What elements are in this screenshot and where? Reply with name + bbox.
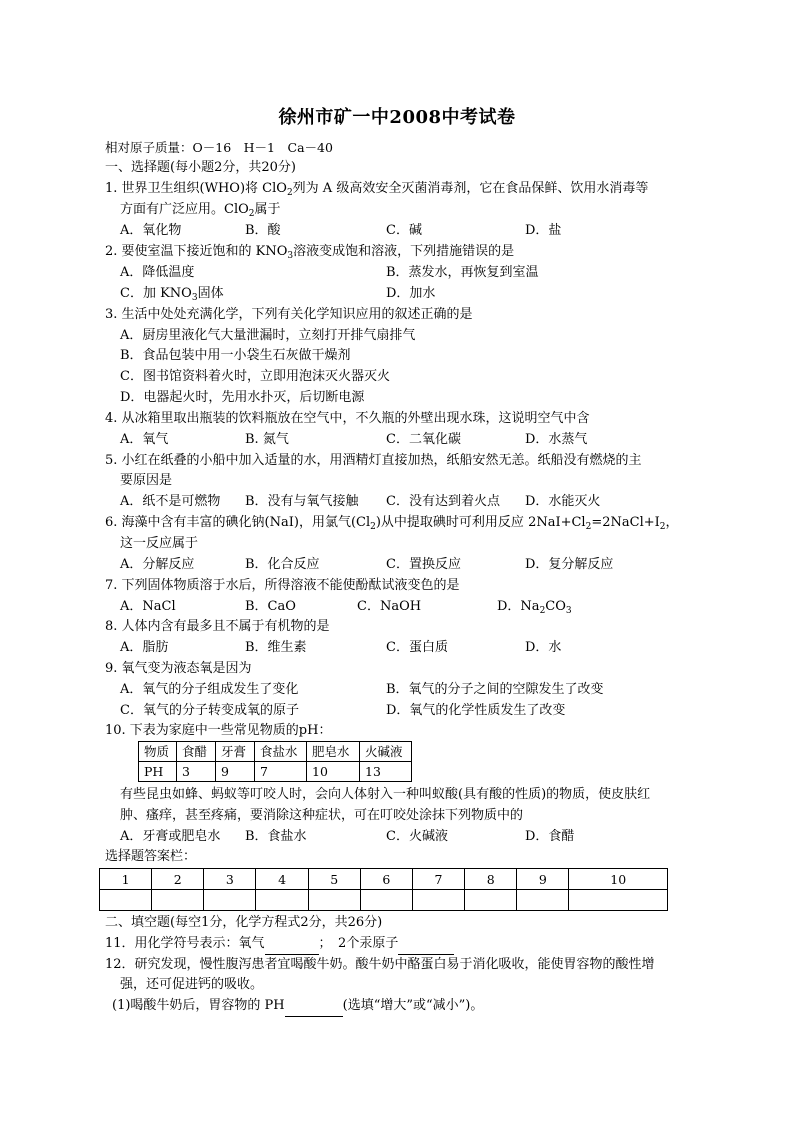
q3-option-c: C．图书馆资料着火时，立即用泡沫灭火器灭火 bbox=[120, 369, 390, 384]
answer-grid bbox=[99, 868, 668, 911]
ph-table-value-cell: PH bbox=[139, 762, 177, 782]
q5-option-d: D．水能灭火 bbox=[525, 494, 601, 509]
q3-option-b: B．食品包装中用一小袋生石灰做干燥剂 bbox=[120, 348, 351, 363]
question-1-line-2: 方面有广泛应用。ClO$_2$属于 bbox=[120, 202, 281, 219]
ph-table-header-cell: 肥皂水 bbox=[307, 742, 360, 762]
answer-cell[interactable] bbox=[569, 890, 668, 911]
q9-option-c: C．氧气的分子转变成氧的原子 bbox=[120, 703, 299, 718]
q9-option-a: A．氧气的分子组成发生了变化 bbox=[120, 682, 299, 697]
q1-option-c: C．碱 bbox=[386, 223, 422, 238]
q11-blank-mercury[interactable] bbox=[398, 934, 454, 955]
ph-table-value-cell: 10 bbox=[307, 762, 360, 782]
q7-option-b: B．CaO bbox=[245, 599, 296, 614]
answer-grid-number: 8 bbox=[465, 869, 517, 890]
q8-option-d: D．水 bbox=[525, 640, 562, 655]
answer-grid-number-row bbox=[100, 869, 668, 890]
section-1-heading: 一、选择题(每小题2分，共20分) bbox=[105, 160, 296, 175]
q10-option-a: A．牙膏或肥皂水 bbox=[120, 829, 221, 844]
question-11: 11．用化学符号表示：氧气 ； 2个汞原子 bbox=[105, 934, 454, 955]
q4-option-d: D．水蒸气 bbox=[525, 432, 588, 447]
q2-option-c: C．加 $KNO_3$固体 bbox=[120, 286, 224, 303]
answer-grid-number: 10 bbox=[569, 869, 668, 890]
q1-option-a: A．氧化物 bbox=[120, 223, 182, 238]
question-12-part-1: (1)喝酸牛奶后，胃容物的 PH (选填“增大”或“减小”)。 bbox=[112, 996, 483, 1017]
question-10-passage-line-1: 有些昆虫如蜂、蚂蚁等叮咬人时，会向人体射入一种叫蚁酸(具有酸的性质)的物质，使皮肤红 bbox=[120, 787, 651, 802]
answer-cell[interactable] bbox=[465, 890, 517, 911]
q2-option-d: D．加水 bbox=[386, 286, 436, 301]
q10-option-d: D．食醋 bbox=[525, 829, 575, 844]
q9-option-b: B．氧气的分子之间的空隙发生了改变 bbox=[386, 682, 604, 697]
section-2-heading: 二、填空题(每空1分，化学方程式2分，共26分) bbox=[105, 915, 383, 930]
ph-table-header-cell: 火碱液 bbox=[360, 742, 412, 762]
answer-grid-number: 3 bbox=[204, 869, 256, 890]
q6-option-a: A．分解反应 bbox=[120, 557, 195, 572]
q3-option-d: D．电器起火时，先用水扑灭，后切断电源 bbox=[120, 390, 365, 405]
q7-option-d: D．$Na_2CO_3$ bbox=[497, 599, 572, 616]
q4-option-b: B. 氮气 bbox=[245, 432, 289, 447]
q9-option-d: D．氧气的化学性质发生了改变 bbox=[386, 703, 566, 718]
question-5-line-2: 要原因是 bbox=[120, 473, 173, 488]
question-6-line-1: 6. 海藻中含有丰富的碘化钠(NaI)，用氯气$(Cl_2)$从中提取碘时可利用反应 $2NaI+Cl_2=2NaCl+I_2$， bbox=[105, 515, 679, 532]
answer-cell[interactable] bbox=[152, 890, 204, 911]
question-9-stem: 9. 氧气变为液态氧是因为 bbox=[105, 661, 252, 676]
answer-grid-number: 9 bbox=[517, 869, 569, 890]
q8-option-a: A．脂肪 bbox=[120, 640, 169, 655]
answer-cell[interactable] bbox=[360, 890, 412, 911]
question-12-line-1: 12．研究发现，慢性腹泻患者宜喝酸牛奶。酸牛奶中酪蛋白易于消化吸收，能使胃容物的酸性增 bbox=[105, 957, 655, 972]
question-10-passage-line-2: 肿、瘙痒，甚至疼痛，要消除这种症状，可在叮咬处涂抹下列物质中的 bbox=[120, 808, 524, 823]
question-6-line-2: 这一反应属于 bbox=[120, 536, 199, 551]
ph-table-header-cell: 食醋 bbox=[177, 742, 216, 762]
answer-cell[interactable] bbox=[204, 890, 256, 911]
answer-grid-label: 选择题答案栏： bbox=[105, 849, 197, 864]
answer-grid-answer-row bbox=[100, 890, 668, 911]
ph-table-value-cell: 3 bbox=[177, 762, 216, 782]
q8-option-c: C．蛋白质 bbox=[386, 640, 448, 655]
question-12-line-2: 强，还可促进钙的吸收。 bbox=[120, 977, 264, 992]
q6-option-c: C．置换反应 bbox=[386, 557, 461, 572]
question-1-line-1: 1. 世界卫生组织(WHO)将 ClO$_2$列为 A 级高效安全灭菌消毒剂，它在食品保鲜、饮用水消毒等 bbox=[105, 181, 649, 198]
q1-option-b: B．酸 bbox=[245, 223, 281, 238]
q4-option-a: A．氧气 bbox=[120, 432, 169, 447]
q12-blank-ph[interactable] bbox=[285, 996, 343, 1017]
q10-option-b: B．食盐水 bbox=[245, 829, 307, 844]
q6-option-b: B．化合反应 bbox=[245, 557, 320, 572]
q5-option-c: C．没有达到着火点 bbox=[386, 494, 500, 509]
q6-option-d: D．复分解反应 bbox=[525, 557, 614, 572]
question-2-stem: 2. 要使室温下接近饱和的 $KNO_3$溶液变成饱和溶液，下列措施错误的是 bbox=[105, 244, 515, 261]
q4-option-c: C．二氧化碳 bbox=[386, 432, 461, 447]
answer-grid-number: 7 bbox=[412, 869, 464, 890]
answer-grid-number: 5 bbox=[308, 869, 360, 890]
ph-table-header-cell: 食盐水 bbox=[255, 742, 307, 762]
answer-cell[interactable] bbox=[308, 890, 360, 911]
ph-table-header-cell: 牙膏 bbox=[216, 742, 255, 762]
answer-grid-number: 2 bbox=[152, 869, 204, 890]
ph-table-value-cell: 7 bbox=[255, 762, 307, 782]
q1-option-d: D．盐 bbox=[525, 223, 562, 238]
question-4-stem: 4. 从冰箱里取出瓶装的饮料瓶放在空气中，不久瓶的外壁出现水珠，这说明空气中含 bbox=[105, 411, 590, 426]
question-10-stem: 10. 下表为家庭中一些常见物质的pH： bbox=[105, 723, 332, 738]
q5-option-a: A．纸不是可燃物 bbox=[120, 494, 221, 509]
question-5-line-1: 5. 小红在纸叠的小船中加入适量的水，用酒精灯直接加热，纸船安然无恙。纸船没有燃烧的主 bbox=[105, 453, 642, 468]
ph-table-header-cell: 物质 bbox=[139, 742, 177, 762]
page-title: 徐州市矿一中2008中考试卷 bbox=[278, 107, 516, 128]
answer-grid-number: 4 bbox=[256, 869, 308, 890]
q8-option-b: B．维生素 bbox=[245, 640, 307, 655]
ph-table bbox=[138, 741, 412, 782]
q5-option-b: B．没有与氧气接触 bbox=[245, 494, 359, 509]
q2-option-a: A．降低温度 bbox=[120, 265, 195, 280]
question-8-stem: 8. 人体内含有最多且不属于有机物的是 bbox=[105, 619, 330, 634]
answer-cell[interactable] bbox=[100, 890, 152, 911]
question-3-stem: 3. 生活中处处充满化学，下列有关化学知识应用的叙述正确的是 bbox=[105, 307, 473, 322]
q11-blank-oxygen[interactable] bbox=[265, 934, 319, 955]
q2-option-b: B．蒸发水，再恢复到室温 bbox=[386, 265, 539, 280]
ph-table-value-row bbox=[139, 762, 412, 782]
atomic-mass-note: 相对原子质量：O－16 H－1 Ca－40 bbox=[105, 140, 333, 155]
answer-cell[interactable] bbox=[256, 890, 308, 911]
q7-option-a: A．NaCl bbox=[120, 599, 176, 614]
answer-cell[interactable] bbox=[517, 890, 569, 911]
q3-option-a: A．厨房里液化气大量泄漏时，立刻打开排气扇排气 bbox=[120, 328, 416, 343]
ph-table-value-cell: 9 bbox=[216, 762, 255, 782]
q10-option-c: C．火碱液 bbox=[386, 829, 448, 844]
ph-table-value-cell: 13 bbox=[360, 762, 412, 782]
answer-grid-number: 6 bbox=[360, 869, 412, 890]
q7-option-c: C．NaOH bbox=[357, 599, 422, 614]
answer-cell[interactable] bbox=[412, 890, 464, 911]
question-7-stem: 7. 下列固体物质溶于水后，所得溶液不能使酚酞试液变色的是 bbox=[105, 578, 460, 593]
answer-grid-number: 1 bbox=[100, 869, 152, 890]
ph-table-header-row bbox=[139, 742, 412, 762]
